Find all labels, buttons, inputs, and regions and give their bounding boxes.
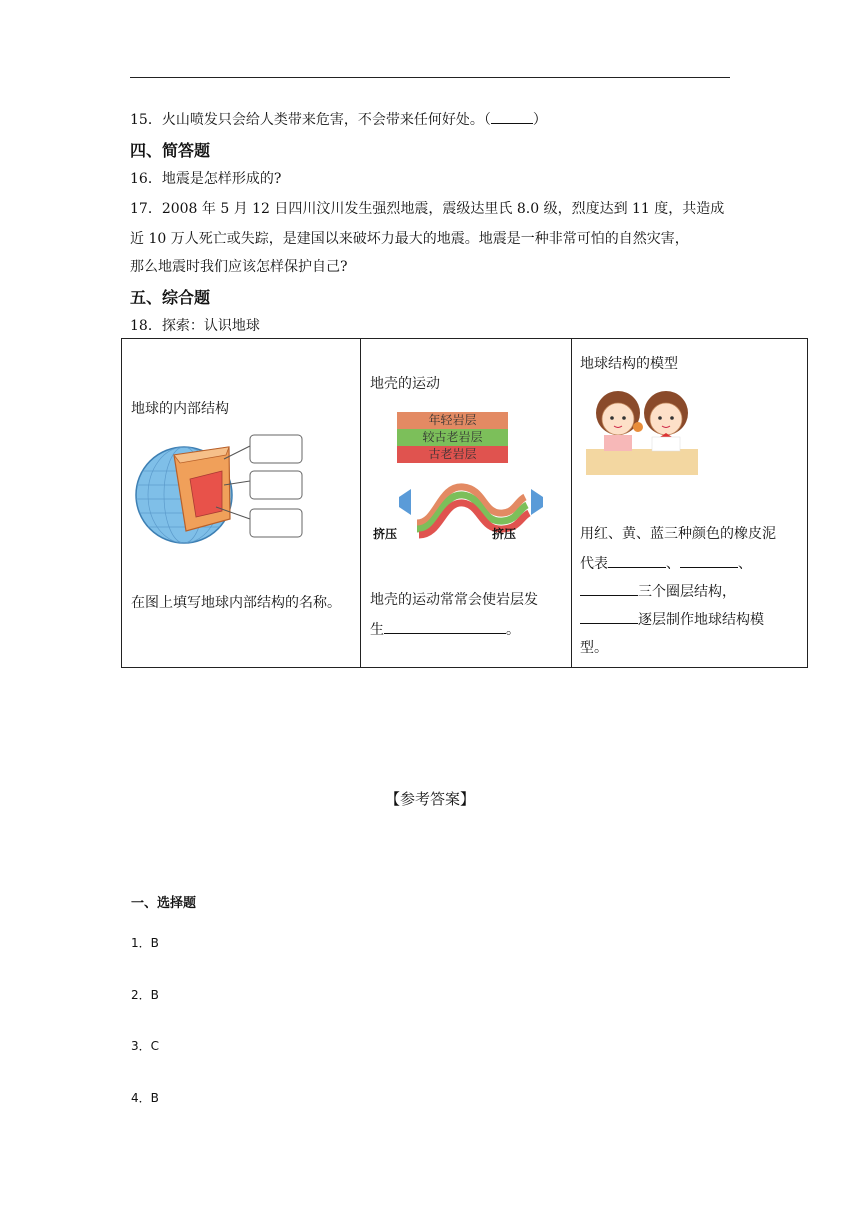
label-box-1 [250, 435, 302, 463]
question-15 [130, 109, 547, 129]
earth-cross-section-diagram [134, 433, 314, 551]
answer-item-1: 1．B [131, 936, 159, 950]
table-surface [586, 449, 698, 475]
crust-movement-title: 地壳的运动 [370, 376, 440, 392]
earth-model-line-3: 三个圈层结构， [580, 581, 736, 601]
earth-structure-title: 地球的内部结构 [131, 401, 229, 417]
earth-model-line-5: 型。 [580, 640, 608, 656]
cell-earth-model [572, 339, 808, 668]
model-blank-1[interactable] [608, 567, 666, 568]
earth-structure-instruction: 在图上填写地球内部结构的名称。 [131, 595, 341, 611]
right-arrow-icon [531, 489, 543, 515]
left-arrow-icon [399, 489, 411, 515]
clay-ball [633, 422, 643, 432]
answer-key-title: 【参考答案】 [384, 790, 475, 808]
model-blank-3[interactable] [580, 595, 638, 596]
layer-young: 年轻岩层 [397, 412, 508, 429]
earth-model-line-2: 代表 、 、 [580, 556, 752, 572]
layer-old: 古老岩层 [397, 446, 508, 463]
answer-item-4: 4．B [131, 1091, 159, 1105]
press-label-right: 挤压 [492, 527, 517, 541]
answer-section-1: 一、选择题 [131, 896, 197, 911]
earth-model-line-4: 逐层制作地球结构模 [580, 609, 764, 629]
press-label-left: 挤压 [373, 527, 398, 541]
answer-item-2: 2．B [131, 988, 159, 1002]
model-blank-4[interactable] [580, 623, 638, 624]
section-heading-5: 五、综合题 [130, 288, 211, 307]
crust-movement-text-1: 地壳的运动常常会使岩层发 [370, 592, 538, 608]
section-heading-4: 四、简答题 [130, 141, 211, 160]
question-15-text: 15．火山喷发只会给人类带来危害，不会带来任何好处。（ [130, 112, 491, 128]
exploration-table [121, 338, 808, 668]
earth-model-title: 地球结构的模型 [580, 356, 678, 372]
girl-1-face [602, 403, 634, 435]
crust-movement-blank[interactable] [384, 633, 506, 634]
question-17-line-3: 那么地震时我们应该怎样保护自己? [130, 259, 348, 275]
question-15-close: ） [532, 112, 547, 128]
question-16: 16．地震是怎样形成的? [130, 171, 282, 187]
girl-2-face [650, 403, 682, 435]
answer-item-3: 3．C [131, 1039, 160, 1053]
cell-crust-movement [361, 339, 572, 668]
children-illustration [586, 383, 698, 475]
question-17-line-1: 17．2008 年 5 月 12 日四川汶川发生强烈地震，震级达里氏 8.0 级，烈度达到 11 度，共造成 [130, 201, 725, 217]
label-box-3 [250, 509, 302, 537]
crust-movement-text-2: 生 。 [370, 622, 520, 638]
earth-model-line-1: 用红、黄、蓝三种颜色的橡皮泥 [580, 526, 776, 542]
question-17-line-2: 近 10 万人死亡或失踪，是建国以来破坏力最大的地震。地震是一种非常可怕的自然灾害， [130, 231, 689, 247]
layer-older: 较古老岩层 [397, 429, 508, 446]
cell-earth-structure [122, 339, 361, 668]
answer-blank[interactable] [491, 123, 533, 124]
question-18: 18．探索：认识地球 [130, 318, 260, 334]
model-blank-2[interactable] [680, 567, 738, 568]
label-box-2 [250, 471, 302, 499]
core-cutaway [190, 471, 222, 517]
header-rule [130, 77, 730, 78]
folded-strata-diagram [391, 479, 551, 539]
